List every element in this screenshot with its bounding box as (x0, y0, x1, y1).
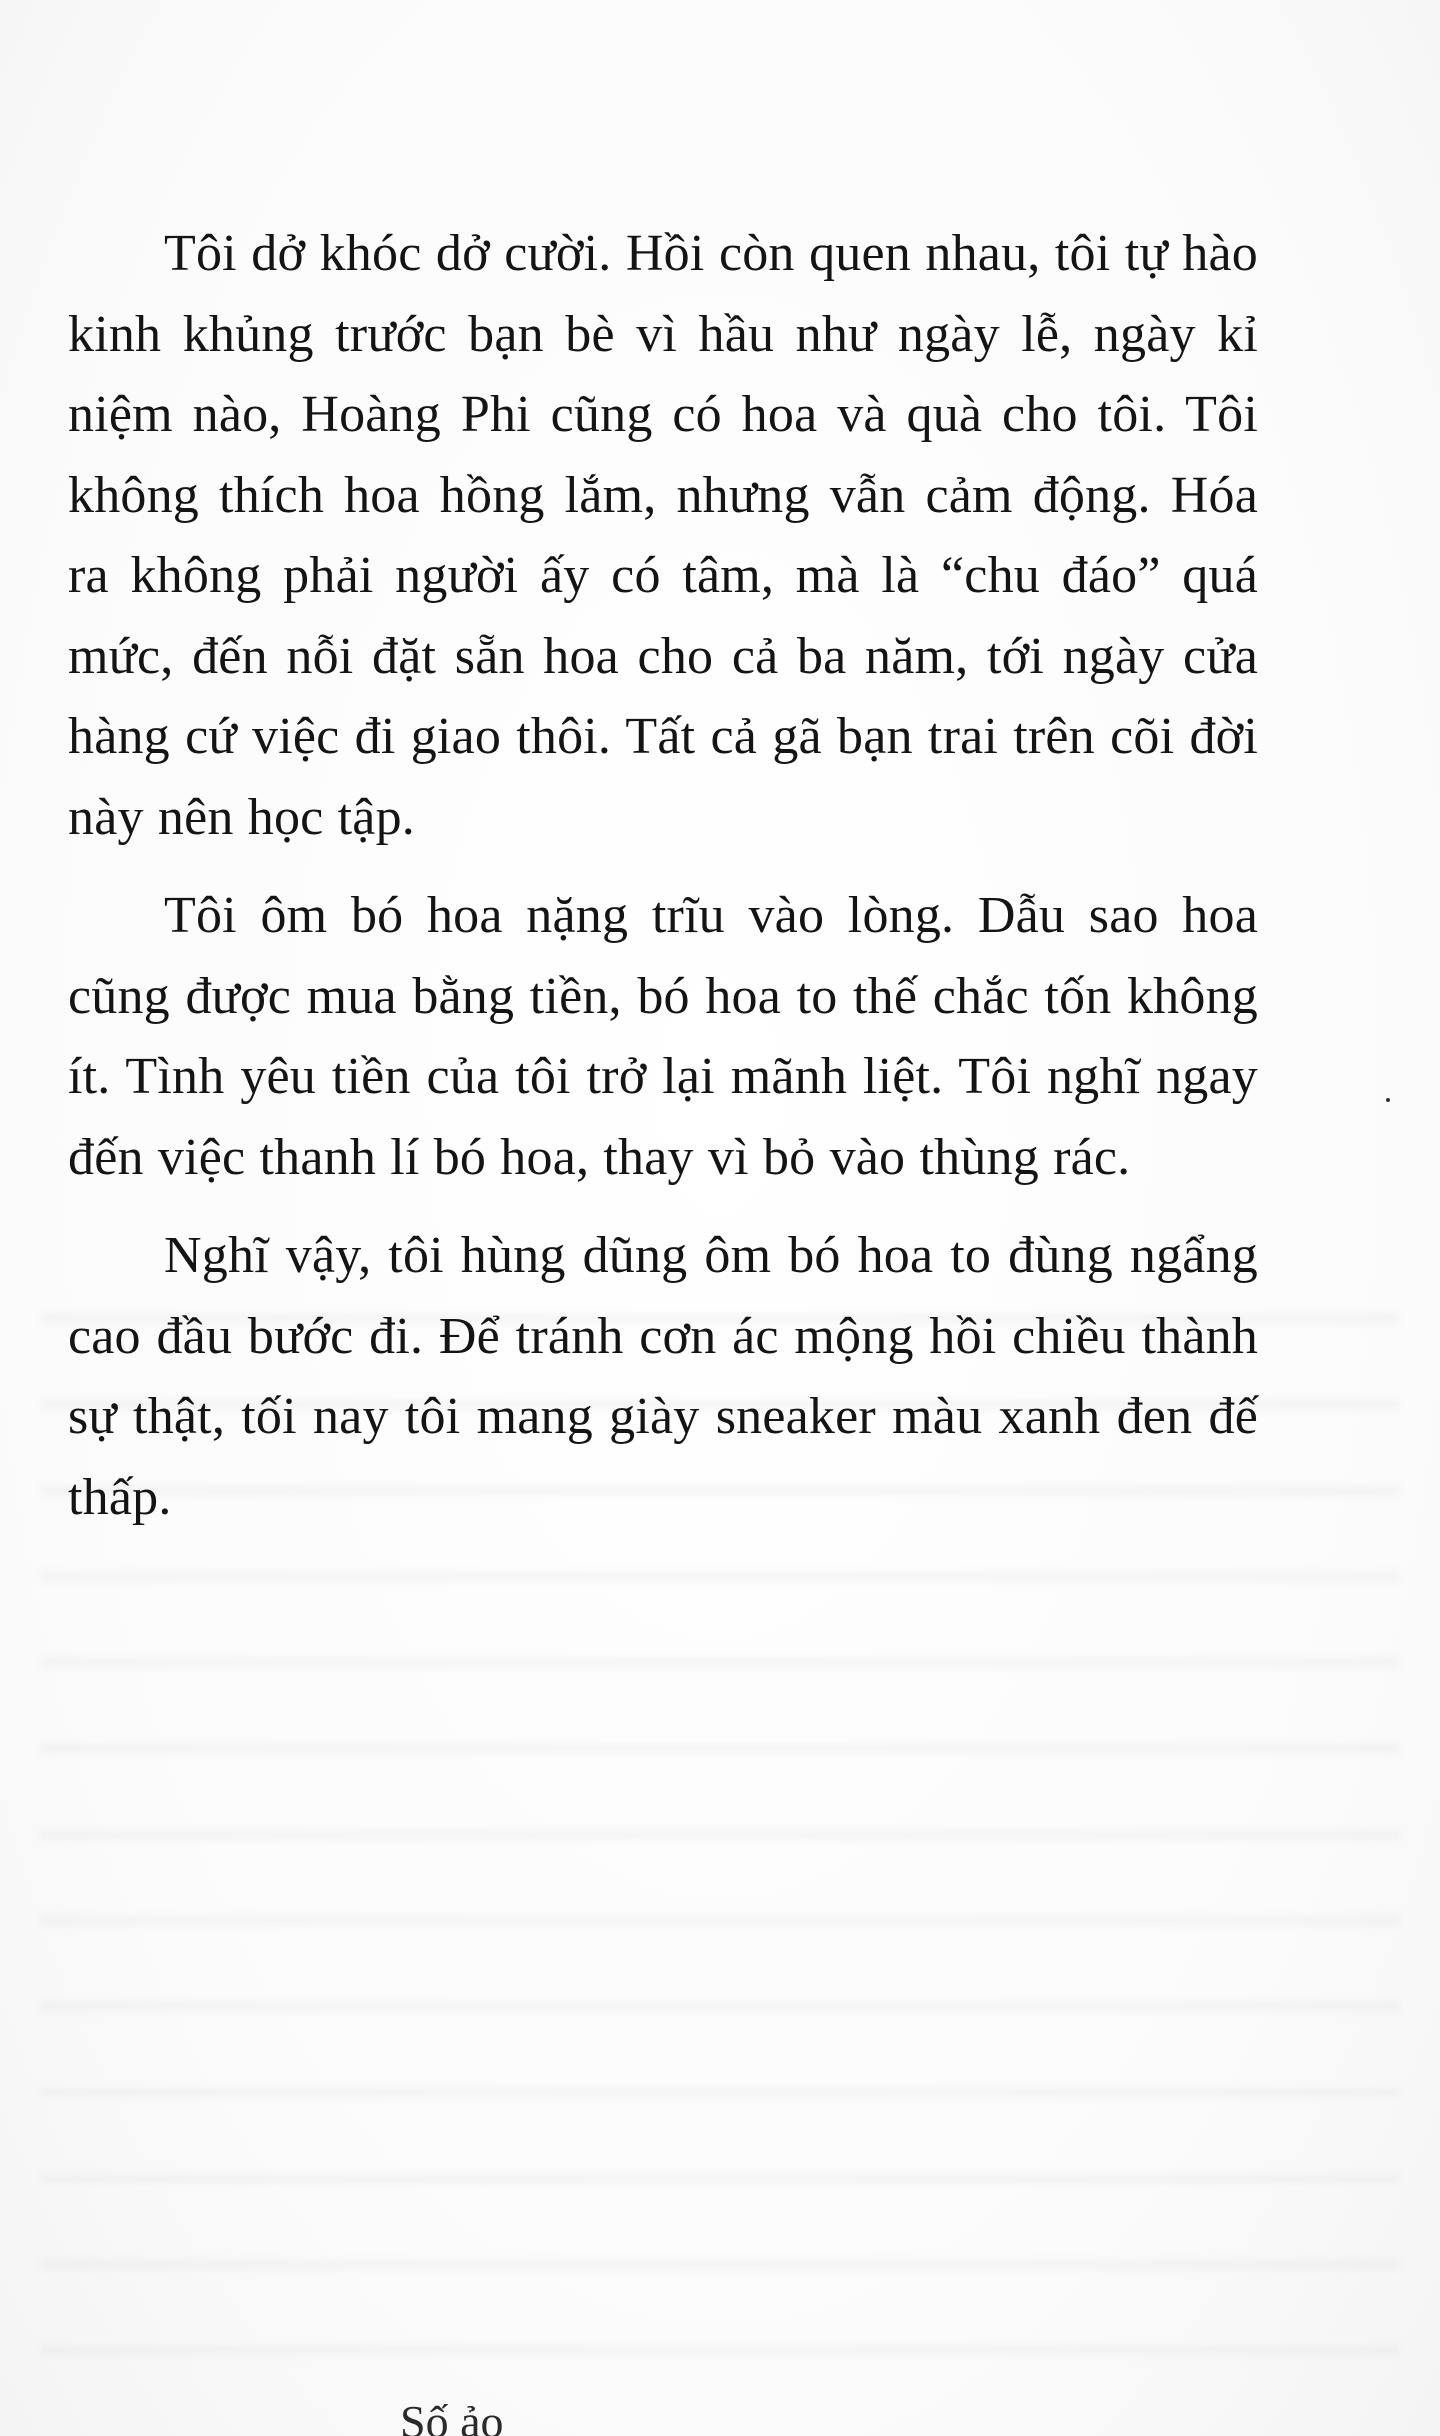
paragraph-2: Tôi ôm bó hoa nặng trĩu vào lòng. Dẫu sao hoa cũng được mua bằng tiền, bó hoa to thế chắc tốn không ít. Tình yêu tiền của tôi trở lại mãnh liệt. Tôi nghĩ ngay đến việc thanh lí bó hoa, thay vì bỏ vào thùng rác. (68, 887, 1258, 1186)
body-text (68, 214, 1258, 1556)
paragraph-3: Nghĩ vậy, tôi hùng dũng ôm bó hoa to đùng ngẩng cao đầu bước đi. Để tránh cơn ác mộng hồi chiều thành sự thật, tối nay tôi mang giày sneaker màu xanh đen đế thấp. (68, 1227, 1258, 1526)
paragraph-1: Tôi dở khóc dở cười. Hồi còn quen nhau, tôi tự hào kinh khủng trước bạn bè vì hầu như ngày lễ, ngày kỉ niệm nào, Hoàng Phi cũng có hoa và quà cho tôi. Tôi không thích hoa hồng lắm, nhưng vẫn cảm động. Hóa ra không phải người ấy có tâm, mà là “chu đáo” quá mức, đến nỗi đặt sẵn hoa cho cả ba năm, tới ngày cửa hàng cứ việc đi giao thôi. Tất cả gã bạn trai trên cõi đời này nên học tập. (68, 225, 1258, 846)
page-footer-fragment: Số ảo (400, 2396, 504, 2436)
ink-speck (1386, 1098, 1390, 1102)
